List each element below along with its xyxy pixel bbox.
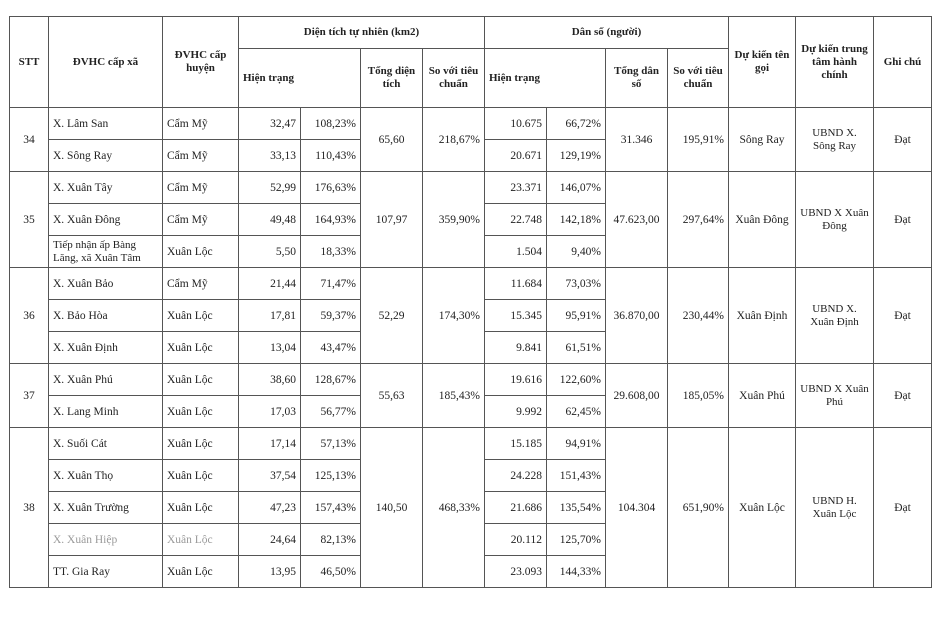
xa-cell: X. Xuân Tây: [49, 172, 163, 204]
dan-so-cell: 24.228: [485, 460, 547, 492]
dan-so-so-voi-cell: 230,44%: [668, 268, 729, 364]
tong-dan-so-cell: 47.623,00: [606, 172, 668, 268]
trung-tam-cell: UBND X. Xuân Định: [796, 268, 874, 364]
dan-so-cell: 11.684: [485, 268, 547, 300]
dan-so-pct-cell: 151,43%: [547, 460, 606, 492]
table-row: [10, 428, 932, 460]
col-stt: STT: [10, 17, 49, 108]
dan-so-cell: 1.504: [485, 236, 547, 268]
ten-goi-cell: Xuân Định: [729, 268, 796, 364]
ghi-chu-cell: Đạt: [874, 428, 932, 588]
xa-cell: TT. Gia Ray: [49, 556, 163, 588]
dien-tich-so-voi-cell: 174,30%: [423, 268, 485, 364]
dien-tich-cell: 33,13: [239, 140, 301, 172]
dien-tich-cell: 37,54: [239, 460, 301, 492]
dien-tich-cell: 13,95: [239, 556, 301, 588]
dan-so-so-voi-cell: 195,91%: [668, 108, 729, 172]
tong-dien-tich-cell: 55,63: [361, 364, 423, 428]
col-ds-hien-trang: Hiện trạng: [485, 49, 606, 108]
dan-so-cell: 23.371: [485, 172, 547, 204]
dien-tich-cell: 13,04: [239, 332, 301, 364]
dien-tich-pct-cell: 176,63%: [301, 172, 361, 204]
dien-tich-pct-cell: 125,13%: [301, 460, 361, 492]
stt-cell: 37: [10, 364, 49, 428]
dien-tich-cell: 49,48: [239, 204, 301, 236]
dan-so-so-voi-cell: 297,64%: [668, 172, 729, 268]
dan-so-pct-cell: 129,19%: [547, 140, 606, 172]
tong-dan-so-cell: 36.870,00: [606, 268, 668, 364]
dan-so-so-voi-cell: 651,90%: [668, 428, 729, 588]
col-tong-dien-tich: Tổng diện tích: [361, 49, 423, 108]
table-row: [10, 172, 932, 204]
dan-so-cell: 15.345: [485, 300, 547, 332]
dien-tich-cell: 17,03: [239, 396, 301, 428]
dien-tich-cell: 21,44: [239, 268, 301, 300]
dien-tich-cell: 24,64: [239, 524, 301, 556]
admin-merge-table: [9, 16, 932, 588]
huyen-cell: Cẩm Mỹ: [163, 204, 239, 236]
dan-so-pct-cell: 9,40%: [547, 236, 606, 268]
dan-so-pct-cell: 73,03%: [547, 268, 606, 300]
dien-tich-pct-cell: 157,43%: [301, 492, 361, 524]
dan-so-pct-cell: 144,33%: [547, 556, 606, 588]
dien-tich-pct-cell: 128,67%: [301, 364, 361, 396]
dien-tich-so-voi-cell: 218,67%: [423, 108, 485, 172]
col-ds-so-voi: So với tiêu chuẩn: [668, 49, 729, 108]
huyen-cell: Xuân Lộc: [163, 492, 239, 524]
trung-tam-cell: UBND X. Sông Ray: [796, 108, 874, 172]
ten-goi-cell: Xuân Lộc: [729, 428, 796, 588]
huyen-cell: Cẩm Mỹ: [163, 268, 239, 300]
dan-so-pct-cell: 146,07%: [547, 172, 606, 204]
dan-so-cell: 9.992: [485, 396, 547, 428]
tong-dan-so-cell: 29.608,00: [606, 364, 668, 428]
dan-so-cell: 19.616: [485, 364, 547, 396]
xa-cell: X. Xuân Trường: [49, 492, 163, 524]
huyen-cell: Xuân Lộc: [163, 236, 239, 268]
huyen-cell: Xuân Lộc: [163, 364, 239, 396]
dien-tich-pct-cell: 82,13%: [301, 524, 361, 556]
xa-cell: X. Bảo Hòa: [49, 300, 163, 332]
col-trung-tam: Dự kiến trung tâm hành chính: [796, 17, 874, 108]
dan-so-cell: 15.185: [485, 428, 547, 460]
stt-cell: 35: [10, 172, 49, 268]
col-dt-so-voi: So với tiêu chuẩn: [423, 49, 485, 108]
dien-tich-cell: 5,50: [239, 236, 301, 268]
col-ten-goi: Dự kiến tên gọi: [729, 17, 796, 108]
dien-tich-pct-cell: 43,47%: [301, 332, 361, 364]
dan-so-pct-cell: 142,18%: [547, 204, 606, 236]
trung-tam-cell: UBND X Xuân Phú: [796, 364, 874, 428]
dan-so-pct-cell: 125,70%: [547, 524, 606, 556]
huyen-cell: Xuân Lộc: [163, 332, 239, 364]
dan-so-cell: 20.671: [485, 140, 547, 172]
huyen-cell: Cẩm Mỹ: [163, 172, 239, 204]
dan-so-pct-cell: 95,91%: [547, 300, 606, 332]
ghi-chu-cell: Đạt: [874, 108, 932, 172]
dien-tich-pct-cell: 71,47%: [301, 268, 361, 300]
stt-cell: 36: [10, 268, 49, 364]
dien-tich-pct-cell: 59,37%: [301, 300, 361, 332]
dan-so-pct-cell: 135,54%: [547, 492, 606, 524]
dien-tich-pct-cell: 57,13%: [301, 428, 361, 460]
table-header: [10, 17, 932, 108]
ghi-chu-cell: Đạt: [874, 364, 932, 428]
dien-tich-so-voi-cell: 468,33%: [423, 428, 485, 588]
dien-tich-cell: 17,81: [239, 300, 301, 332]
trung-tam-cell: UBND X Xuân Đông: [796, 172, 874, 268]
tong-dan-so-cell: 104.304: [606, 428, 668, 588]
dan-so-pct-cell: 61,51%: [547, 332, 606, 364]
xa-cell: X. Xuân Phú: [49, 364, 163, 396]
ten-goi-cell: Xuân Phú: [729, 364, 796, 428]
dan-so-so-voi-cell: 185,05%: [668, 364, 729, 428]
col-tong-dan-so: Tổng dân số: [606, 49, 668, 108]
table-row: [10, 364, 932, 396]
tong-dien-tich-cell: 140,50: [361, 428, 423, 588]
dan-so-cell: 10.675: [485, 108, 547, 140]
xa-cell: X. Sông Ray: [49, 140, 163, 172]
dien-tich-so-voi-cell: 359,90%: [423, 172, 485, 268]
dien-tich-pct-cell: 164,93%: [301, 204, 361, 236]
xa-cell: X. Xuân Đông: [49, 204, 163, 236]
dan-so-cell: 9.841: [485, 332, 547, 364]
stt-cell: 34: [10, 108, 49, 172]
col-xa: ĐVHC cấp xã: [49, 17, 163, 108]
huyen-cell: Xuân Lộc: [163, 396, 239, 428]
tong-dien-tich-cell: 65,60: [361, 108, 423, 172]
col-ghi-chu: Ghi chú: [874, 17, 932, 108]
huyen-cell: Cẩm Mỹ: [163, 108, 239, 140]
col-huyen: ĐVHC cấp huyện: [163, 17, 239, 108]
xa-cell: X. Xuân Bảo: [49, 268, 163, 300]
xa-cell: X. Xuân Hiệp: [49, 524, 163, 556]
dien-tich-pct-cell: 56,77%: [301, 396, 361, 428]
dan-so-cell: 21.686: [485, 492, 547, 524]
huyen-cell: Xuân Lộc: [163, 556, 239, 588]
trung-tam-cell: UBND H. Xuân Lộc: [796, 428, 874, 588]
dan-so-cell: 22.748: [485, 204, 547, 236]
table-row: [10, 108, 932, 140]
dan-so-cell: 23.093: [485, 556, 547, 588]
xa-cell: X. Xuân Thọ: [49, 460, 163, 492]
dan-so-pct-cell: 66,72%: [547, 108, 606, 140]
xa-cell: X. Suối Cát: [49, 428, 163, 460]
huyen-cell: Xuân Lộc: [163, 524, 239, 556]
col-dan-so: Dân số (người): [485, 17, 729, 49]
xa-cell: X. Xuân Định: [49, 332, 163, 364]
xa-cell: Tiếp nhận ấp Bàng Lăng, xã Xuân Tâm: [49, 236, 163, 268]
xa-cell: X. Lâm San: [49, 108, 163, 140]
xa-cell: X. Lang Minh: [49, 396, 163, 428]
ghi-chu-cell: Đạt: [874, 268, 932, 364]
dan-so-pct-cell: 94,91%: [547, 428, 606, 460]
dan-so-pct-cell: 122,60%: [547, 364, 606, 396]
table-row: [10, 268, 932, 300]
dien-tich-cell: 52,99: [239, 172, 301, 204]
dien-tich-cell: 32,47: [239, 108, 301, 140]
col-dt-hien-trang: Hiện trạng: [239, 49, 361, 108]
tong-dan-so-cell: 31.346: [606, 108, 668, 172]
dien-tich-pct-cell: 18,33%: [301, 236, 361, 268]
dien-tich-pct-cell: 110,43%: [301, 140, 361, 172]
ten-goi-cell: Sông Ray: [729, 108, 796, 172]
dien-tich-cell: 17,14: [239, 428, 301, 460]
tong-dien-tich-cell: 52,29: [361, 268, 423, 364]
dan-so-cell: 20.112: [485, 524, 547, 556]
huyen-cell: Xuân Lộc: [163, 460, 239, 492]
dan-so-pct-cell: 62,45%: [547, 396, 606, 428]
dien-tich-cell: 47,23: [239, 492, 301, 524]
table-body: [10, 108, 932, 588]
dien-tich-cell: 38,60: [239, 364, 301, 396]
huyen-cell: Xuân Lộc: [163, 300, 239, 332]
tong-dien-tich-cell: 107,97: [361, 172, 423, 268]
dien-tich-pct-cell: 108,23%: [301, 108, 361, 140]
huyen-cell: Cẩm Mỹ: [163, 140, 239, 172]
dien-tich-so-voi-cell: 185,43%: [423, 364, 485, 428]
ten-goi-cell: Xuân Đông: [729, 172, 796, 268]
dien-tich-pct-cell: 46,50%: [301, 556, 361, 588]
ghi-chu-cell: Đạt: [874, 172, 932, 268]
col-dien-tich: Diện tích tự nhiên (km2): [239, 17, 485, 49]
stt-cell: 38: [10, 428, 49, 588]
huyen-cell: Xuân Lộc: [163, 428, 239, 460]
